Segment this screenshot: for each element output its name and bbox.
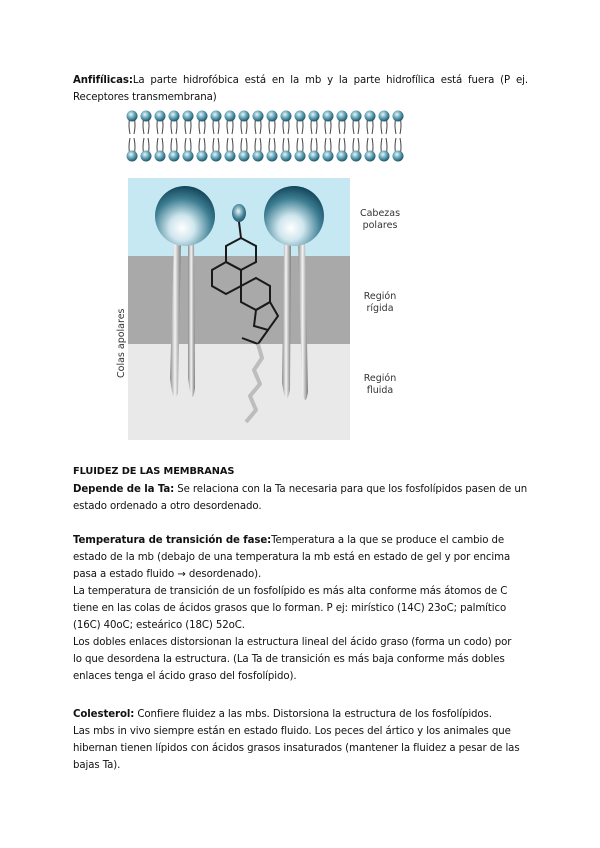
p1-line-1 bbox=[73, 481, 528, 498]
section-title: FLUIDEZ DE LAS MEMBRANAS bbox=[73, 466, 235, 477]
label-fluid-line-2: fluida bbox=[366, 385, 394, 396]
bilayer-head bbox=[295, 151, 306, 162]
lipid-bilayer-illustration bbox=[125, 110, 405, 162]
bilayer-head bbox=[379, 111, 390, 122]
bilayer-head bbox=[127, 151, 138, 162]
bilayer-head bbox=[141, 151, 152, 162]
bilayer-head bbox=[253, 111, 264, 122]
bilayer-head bbox=[211, 151, 222, 162]
left-polar-head bbox=[155, 186, 215, 246]
p2-line-9: enlaces tenga el ácido graso del fosfolípido). bbox=[73, 671, 297, 682]
intro-text-1: La parte hidrofóbica está en la mb y la parte hidrofílica está fuera (P ej. bbox=[132, 75, 528, 86]
p1-line-2: estado ordenado a otro desordenado. bbox=[73, 501, 262, 512]
bilayer-head bbox=[225, 111, 236, 122]
bilayer-head bbox=[267, 111, 278, 122]
p1-text-1: Se relaciona con la Ta necesaria para que los fosfolípidos pasen de un bbox=[174, 484, 528, 495]
p2-line-7: Los dobles enlaces distorsionan la estructura lineal del ácido graso (forma un codo) por bbox=[73, 637, 512, 648]
fluid-region bbox=[128, 344, 350, 440]
bilayer-head bbox=[393, 111, 404, 122]
p2-line-2: estado de la mb (debajo de una temperatura la mb está en estado de gel y por encima bbox=[73, 552, 511, 563]
p2-text-1: Temperatura a la que se produce el cambio de bbox=[271, 535, 505, 546]
bilayer-head bbox=[197, 111, 208, 122]
bilayer-head bbox=[281, 111, 292, 122]
p3-line-2: Las mbs in vivo siempre están en estado fluido. Los peces del ártico y los animales que bbox=[73, 726, 511, 737]
bilayer-head bbox=[365, 151, 376, 162]
bilayer-head bbox=[309, 111, 320, 122]
bilayer-head bbox=[393, 151, 404, 162]
label-heads bbox=[350, 208, 410, 232]
label-rigid-line-2: rígida bbox=[366, 303, 394, 314]
bilayer-head bbox=[309, 151, 320, 162]
p3-line-4: bajas Ta). bbox=[73, 760, 121, 771]
label-rigid bbox=[350, 291, 410, 315]
bilayer-head bbox=[141, 111, 152, 122]
p3-line-1 bbox=[73, 706, 528, 723]
bilayer-head bbox=[127, 111, 138, 122]
bilayer-head bbox=[323, 111, 334, 122]
bilayer-head bbox=[211, 111, 222, 122]
intro-line-1 bbox=[73, 72, 528, 89]
bilayer-head bbox=[155, 111, 166, 122]
p2-line-5: tiene en las colas de ácidos grasos que lo forman. P ej: mirístico (14C) 23oC; palmítico bbox=[73, 603, 507, 614]
bilayer-head bbox=[337, 111, 348, 122]
label-heads-line-2: polares bbox=[362, 220, 398, 231]
bilayer-head bbox=[351, 151, 362, 162]
bilayer-head bbox=[281, 151, 292, 162]
membrane-fluidity-diagram bbox=[108, 178, 428, 440]
bilayer-head bbox=[253, 151, 264, 162]
p2-line-1 bbox=[73, 532, 528, 549]
p2-term: Temperatura de transición de fase: bbox=[73, 535, 272, 546]
bilayer-head bbox=[379, 151, 390, 162]
p1-term: Depende de la Ta: bbox=[73, 484, 175, 495]
bilayer-head bbox=[351, 111, 362, 122]
bilayer-head bbox=[197, 151, 208, 162]
bilayer-head bbox=[183, 111, 194, 122]
bilayer-head bbox=[239, 111, 250, 122]
bilayer-head bbox=[365, 111, 376, 122]
label-fluid-line-1: Región bbox=[363, 373, 397, 384]
label-rigid-line-1: Región bbox=[363, 291, 397, 302]
bilayer-head bbox=[337, 151, 348, 162]
p2-line-3: pasa a estado fluido → desordenado). bbox=[73, 569, 262, 580]
p3-term: Colesterol: bbox=[73, 709, 135, 720]
p2-line-4: La temperatura de transición de un fosfolípido es más alta conforme más átomos de C bbox=[73, 586, 508, 597]
bilayer-head bbox=[183, 151, 194, 162]
bilayer-head bbox=[267, 151, 278, 162]
label-tails: Colas apolares bbox=[116, 308, 127, 378]
intro-line-2: Receptores transmembrana) bbox=[73, 92, 217, 103]
p2-line-8: lo que desordena la estructura. (La Ta de transición es más baja conforme más dobles bbox=[73, 654, 505, 665]
p2-line-6: (16C) 40oC; esteárico (18C) 52oC. bbox=[73, 620, 245, 631]
cholesterol-head bbox=[232, 204, 246, 222]
p3-text-1: Confiere fluidez a las mbs. Distorsiona la estructura de los fosfolípidos. bbox=[134, 709, 492, 720]
bilayer-head bbox=[225, 151, 236, 162]
bilayer-head bbox=[239, 151, 250, 162]
bilayer-head bbox=[169, 151, 180, 162]
bilayer-head bbox=[295, 111, 306, 122]
bilayer-head bbox=[155, 151, 166, 162]
p3-line-3: hibernan tienen lípidos con ácidos grasos insaturados (mantener la fluidez a pesar de las bbox=[73, 743, 520, 754]
left-tail-2 bbox=[188, 240, 195, 397]
intro-term: Anfifílicas: bbox=[73, 75, 133, 86]
bilayer-head bbox=[169, 111, 180, 122]
label-fluid bbox=[350, 373, 410, 397]
bilayer-head bbox=[323, 151, 334, 162]
right-polar-head bbox=[264, 186, 324, 246]
label-heads-line-1: Cabezas bbox=[359, 208, 401, 219]
